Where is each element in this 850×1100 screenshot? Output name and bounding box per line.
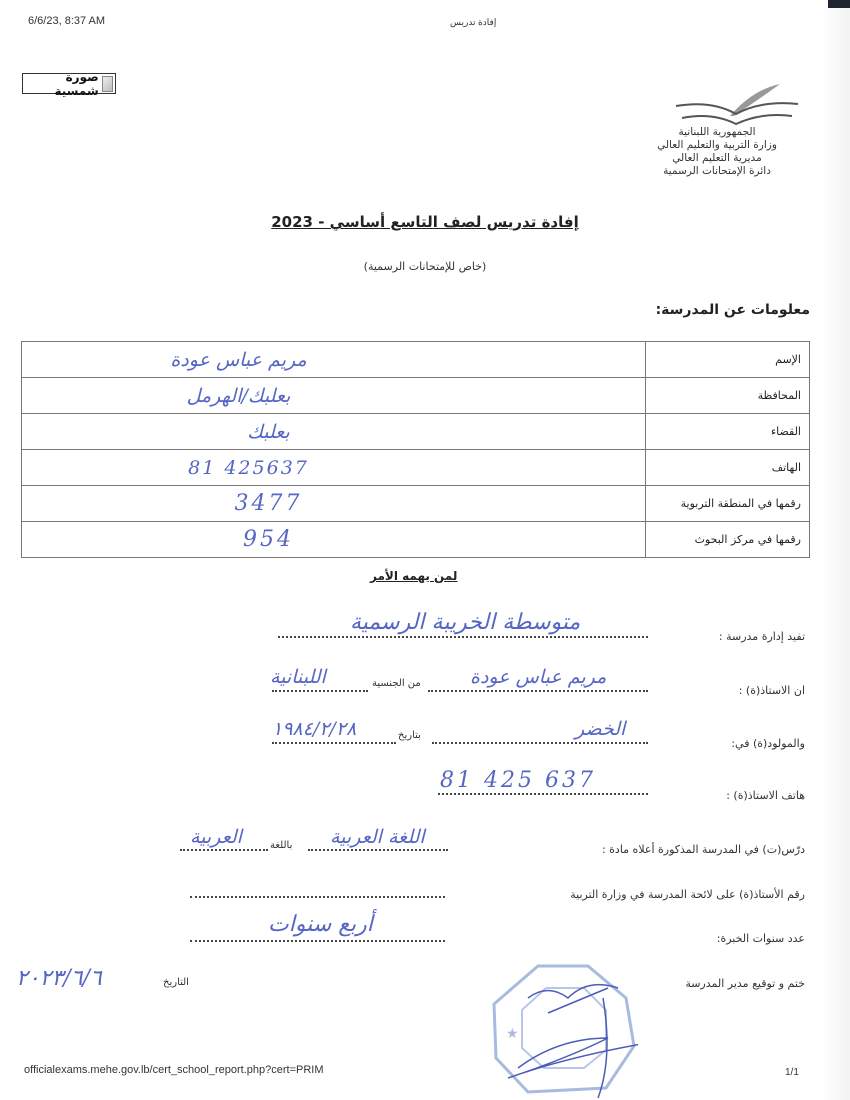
stamp-inner: [522, 988, 606, 1068]
broken-image-icon: [102, 76, 113, 92]
district-value: بعلبك: [247, 420, 290, 443]
ministry-header: [632, 126, 802, 178]
document-title: [0, 213, 850, 231]
photo-placeholder: [22, 69, 116, 98]
signature-label: ختم و توقيع مدير المدرسة: [685, 977, 805, 990]
table-row: [22, 378, 810, 414]
date-dots: [272, 742, 396, 744]
print-page-title: إفادة تدريس: [450, 17, 497, 27]
subject-dots: [308, 849, 448, 851]
language-value: العربية: [190, 826, 242, 848]
row-label: رقمها في المنطقة التربوية: [646, 486, 810, 522]
teacher-phone-value: 81 425 637: [440, 768, 596, 793]
teacher-phone-dots: [438, 793, 648, 795]
nationality-label: من الجنسية: [372, 678, 421, 689]
ministry-line: الجمهورية اللبنانية: [678, 126, 756, 138]
document-subtitle: (خاص للإمتحانات الرسمية): [363, 260, 487, 273]
row-value: [22, 486, 646, 522]
issue-date-value: ٢٠٢٣/٦/٦: [16, 966, 102, 991]
photo-placeholder-label: صورة شمسية: [54, 69, 99, 98]
row-value: [22, 522, 646, 558]
language-label: باللغة: [270, 840, 293, 851]
print-datetime: 6/6/23, 8:37 AM: [28, 15, 106, 27]
row-label: المحافظة: [646, 378, 810, 414]
experience-label: عدد سنوات الخبرة:: [716, 932, 805, 945]
school-info-heading: معلومات عن المدرسة:: [655, 302, 810, 318]
row-value: [22, 378, 646, 414]
experience-value: أربع سنوات: [268, 912, 373, 937]
table-row: [22, 522, 810, 558]
registry-label: رقم الأستاذ(ة) على لائحة المدرسة في وزارة التربية: [570, 888, 805, 901]
row-label: الإسم: [646, 342, 810, 378]
teacher-value: مريم عباس عودة: [470, 666, 607, 688]
born-label: والمولود(ة) في:: [731, 737, 805, 750]
teacher-phone-label: هاتف الاستاذ(ة) :: [726, 789, 805, 802]
teacher-label: ان الاستاذ(ة) :: [738, 684, 805, 697]
book-bottom-line: [682, 115, 792, 124]
teacher-dots: [428, 690, 648, 692]
row-label: الهاتف: [646, 450, 810, 486]
ministry-logo-icon: [672, 78, 802, 128]
registry-dots: [190, 896, 445, 898]
row-value: [22, 450, 646, 486]
born-dots: [432, 742, 648, 744]
table-row: [22, 486, 810, 522]
scan-edge: [822, 0, 850, 1100]
print-page-number: 1/1: [785, 1067, 799, 1078]
born-value: الخضر: [575, 718, 626, 740]
row-value: [22, 342, 646, 378]
school-admin-label: تفيد إدارة مدرسة :: [718, 630, 805, 643]
language-dots: [180, 849, 268, 851]
school-phone-value: 81 425637: [188, 456, 309, 479]
scan-corner: [828, 0, 850, 8]
date-value: ١٩٨٤/٢/٢٨: [272, 718, 357, 740]
row-label: القضاء: [646, 414, 810, 450]
governorate-value: بعلبك/الهرمل: [186, 384, 291, 407]
table-row: [22, 342, 810, 378]
ministry-line: دائرة الإمتحانات الرسمية: [663, 165, 771, 177]
ministry-line: مديرية التعليم العالي: [672, 152, 762, 164]
stamp-signature-icon: [488, 958, 638, 1098]
school-info-table: [21, 341, 810, 558]
experience-dots: [190, 940, 445, 942]
nationality-dots: [272, 690, 368, 692]
school-admin-value: متوسطة الخريبة الرسمية: [350, 610, 581, 635]
subject-label: درّس(ت) في المدرسة المذكورة أعلاه مادة :: [601, 843, 805, 856]
educational-zone-number-value: 3477: [234, 491, 303, 516]
ministry-line: وزارة التربية والتعليم العالي: [657, 139, 777, 151]
document-title-text: إفادة تدريس لصف التاسع أساسي - 2023: [271, 213, 579, 231]
school-name-value: مريم عباس عودة: [170, 348, 307, 371]
table-row: [22, 450, 810, 486]
subject-value: اللغة العربية: [330, 826, 425, 848]
date-label: بتاريخ: [398, 730, 421, 741]
row-label: رقمها في مركز البحوث: [646, 522, 810, 558]
print-footer-url: officialexams.mehe.gov.lb/cert_school_report.php?cert=PRIM: [24, 1064, 324, 1076]
research-center-number-value: 954: [243, 527, 294, 552]
issue-date-label: التاريخ: [163, 977, 189, 988]
signature-stroke: [508, 985, 638, 1098]
row-value: [22, 414, 646, 450]
quill-icon: [730, 84, 780, 116]
nationality-value: اللبنانية: [270, 666, 326, 688]
school-admin-dots: [278, 636, 648, 638]
stamp-star-icon: ★: [506, 1026, 519, 1042]
to-whom-heading: لمن يهمه الأمر: [370, 569, 458, 583]
table-row: [22, 414, 810, 450]
